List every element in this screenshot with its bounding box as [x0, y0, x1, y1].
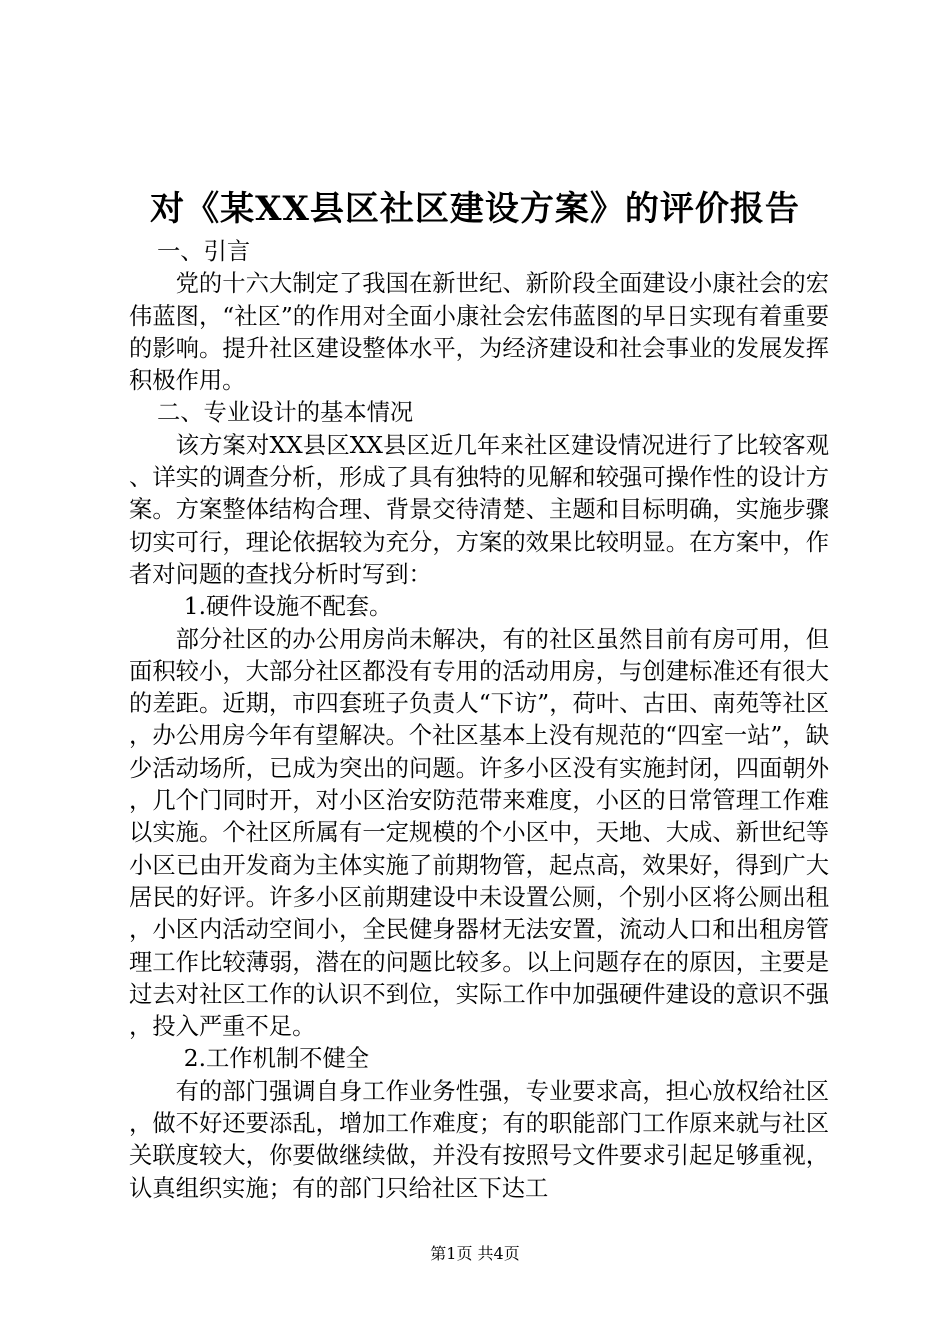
section-heading-design: 二、专业设计的基本情况	[156, 399, 414, 427]
paragraph-intro: 党的十六大制定了我国在新世纪、新阶段全面建设小康社会的宏伟蓝图，“社区”的作用对全面小康社会宏伟蓝图的早日实现有着重要的影响。提升社区建设整体水平，为经济建设和社会事业的发展发挥积极作用。	[129, 270, 829, 395]
section-heading-intro: 一、引言	[156, 238, 251, 265]
paragraph-design: 该方案对XX县区XX县区近几年来社区建设情况进行了比较客观、详实的调查分析，形成了具有独特的见解和较强可操作性的设计方案。方案整体结构合理、背景交待清楚、主题和目标明确，实施步骤切实可行，理论依据较为充分，方案的效果比较明显。在方案中，作者对问题的查找分析时写到：	[129, 431, 829, 588]
paragraph-mechanism: 有的部门强调自身工作业务性强，专业要求高，担心放权给社区，做不好还要添乱，增加工作难度；有的职能部门工作原来就与社区关联度较大，你要做继续做，并没有按照号文件要求引起足够重视，认真组织实施；有的部门只给社区下达工	[129, 1077, 829, 1202]
page-number-footer: 第1页 共4页	[430, 1244, 520, 1263]
document-body	[129, 236, 829, 1205]
subheading-hardware: 1.硬件设施不配套。	[183, 593, 393, 621]
document-title: 对《某XX县区社区建设方案》的评价报告	[150, 189, 800, 229]
paragraph-hardware: 部分社区的办公用房尚未解决，有的社区虽然目前有房可用，但面积较小，大部分社区都没有专用的活动用房，与创建标准还有很大的差距。近期，市四套班子负责人“下访”，荷叶、古田、南苑等社区，办公用房今年有望解决。个社区基本上没有规范的“四室一站”，缺少活动场所，已成为突出的问题。许多小区没有实施封闭，四面朝外，几个门同时开，对小区治安防范带来难度，小区的日常管理工作难以实施。个社区所属有一定规模的个小区中，天地、大成、新世纪等小区已由开发商为主体实施了前期物管，起点高，效果好，得到广大居民的好评。许多小区前期建设中未设置公厕，个别小区将公厕出租，小区内活动空间小，全民健身器材无法安置，流动人口和出租房管理工作比较薄弱，潜在的问题比较多。以上问题存在的原因，主要是过去对社区工作的认识不到位，实际工作中加强硬件建设的意识不强，投入严重不足。	[129, 625, 829, 1041]
subheading-mechanism: 2.工作机制不健全	[183, 1045, 370, 1073]
